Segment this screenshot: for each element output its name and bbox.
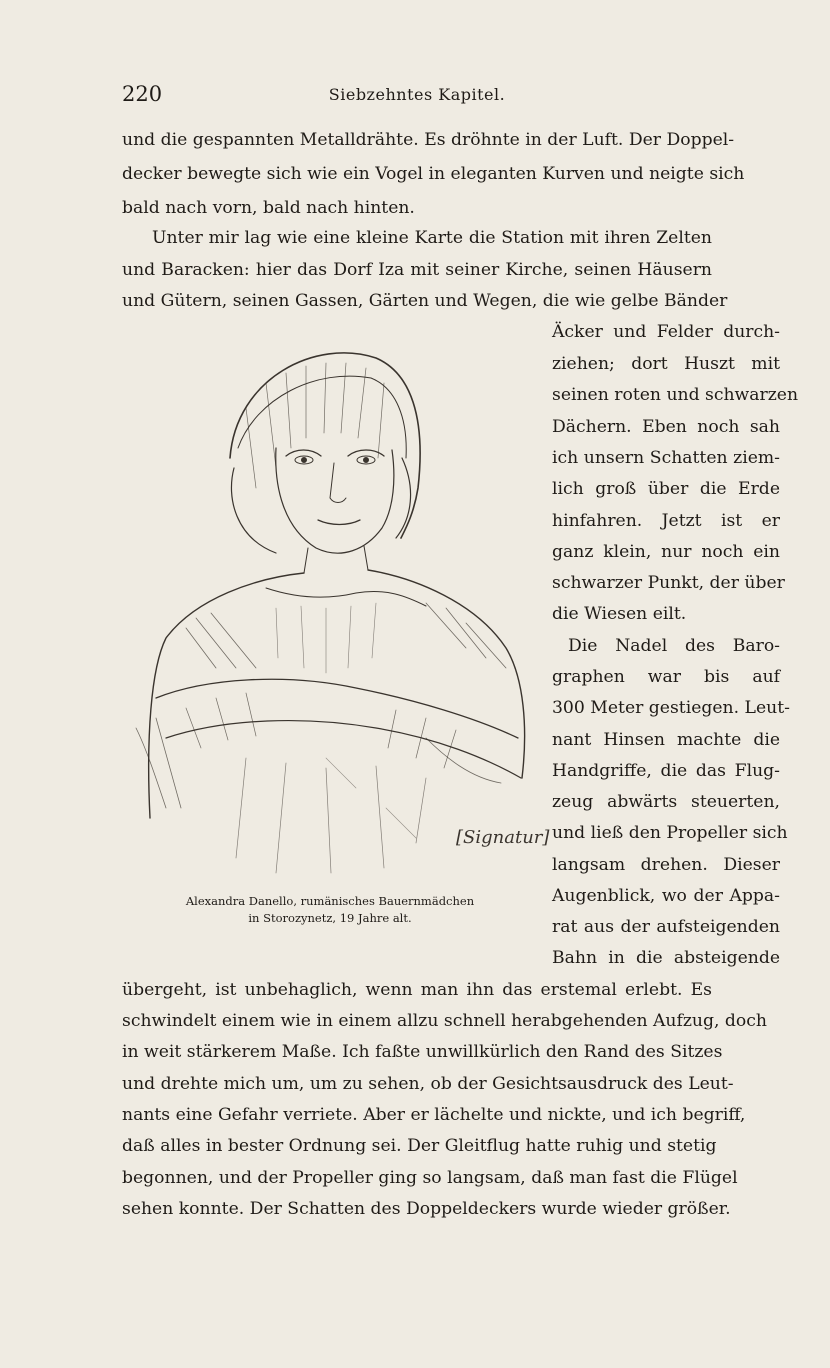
text-line: graphen war bis auf [552, 667, 780, 687]
text-line: nants eine Gefahr verriete. Aber er lächelte und nickte, und ich begriff, [122, 1105, 746, 1125]
text-line: bald nach vorn, bald nach hinten. [122, 198, 415, 218]
text-line: schwindelt einem wie in einem allzu schnell herabgehenden Aufzug, doch [122, 1011, 767, 1031]
text-line: sehen konnte. Der Schatten des Doppeldeckers wurde wieder größer. [122, 1199, 731, 1219]
page-number: 220 [122, 82, 163, 106]
text-line: Dächern. Eben noch sah [552, 417, 780, 437]
text-line: lich groß über die Erde [552, 479, 780, 499]
text-line: die Wiesen eilt. [552, 604, 687, 624]
text-line: begonnen, und der Propeller ging so langsam, daß man fast die Flügel [122, 1168, 738, 1188]
text-line: Unter mir lag wie eine kleine Karte die Station mit ihren Zelten [152, 228, 712, 248]
text-line: und ließ den Propeller sich [552, 823, 788, 843]
page-header [122, 82, 712, 112]
text-line: nant Hinsen machte die [552, 730, 780, 750]
text-line: und Gütern, seinen Gassen, Gärten und Wegen, die wie gelbe Bänder [122, 291, 728, 311]
figure-caption [126, 893, 534, 927]
text-line: Äcker und Felder durch- [552, 322, 780, 342]
text-line: 300 Meter gestiegen. Leut- [552, 698, 790, 718]
caption-line: Alexandra Danello, rumänisches Bauernmädchen [185, 894, 475, 908]
text-line: decker bewegte sich wie ein Vogel in eleganten Kurven und neigte sich [122, 164, 745, 184]
text-line: Bahn in die absteigende [552, 948, 780, 968]
text-line: ich unsern Schatten ziem- [552, 448, 780, 468]
text-line: langsam drehen. Dieser [552, 855, 780, 875]
text-line: und Baracken: hier das Dorf Iza mit seiner Kirche, seinen Häusern [122, 260, 712, 280]
text-line: Die Nadel des Baro- [568, 636, 780, 656]
text-line: seinen roten und schwarzen [552, 385, 799, 405]
text-line: übergeht, ist unbehaglich, wenn man ihn das erstemal erlebt. Es [122, 980, 712, 1000]
running-title: Siebzehntes Kapitel. [328, 85, 506, 104]
signature-mark: [Signatur] [456, 827, 550, 848]
portrait-sketch [126, 338, 550, 883]
text-line: in weit stärkerem Maße. Ich faßte unwillkürlich den Rand des Sitzes [122, 1042, 723, 1062]
text-line: zeug abwärts steuerten, [552, 792, 780, 812]
text-line: und die gespannten Metalldrähte. Es dröhnte in der Luft. Der Doppel- [122, 130, 735, 150]
caption-line: in Storozynetz, 19 Jahre alt. [248, 911, 412, 925]
text-line: Handgriffe, die das Flug- [552, 761, 780, 781]
text-line: rat aus der aufsteigenden [552, 917, 780, 937]
text-line: ziehen; dort Huszt mit [552, 354, 780, 374]
text-line: schwarzer Punkt, der über [552, 573, 785, 593]
text-line: Augenblick, wo der Appa- [552, 886, 780, 906]
text-line: daß alles in bester Ordnung sei. Der Gleitflug hatte ruhig und stetig [122, 1136, 717, 1156]
text-line: hinfahren. Jetzt ist er [552, 511, 780, 531]
text-line: und drehte mich um, um zu sehen, ob der Gesichtsausdruck des Leut- [122, 1074, 734, 1094]
text-line: ganz klein, nur noch ein [552, 542, 780, 562]
